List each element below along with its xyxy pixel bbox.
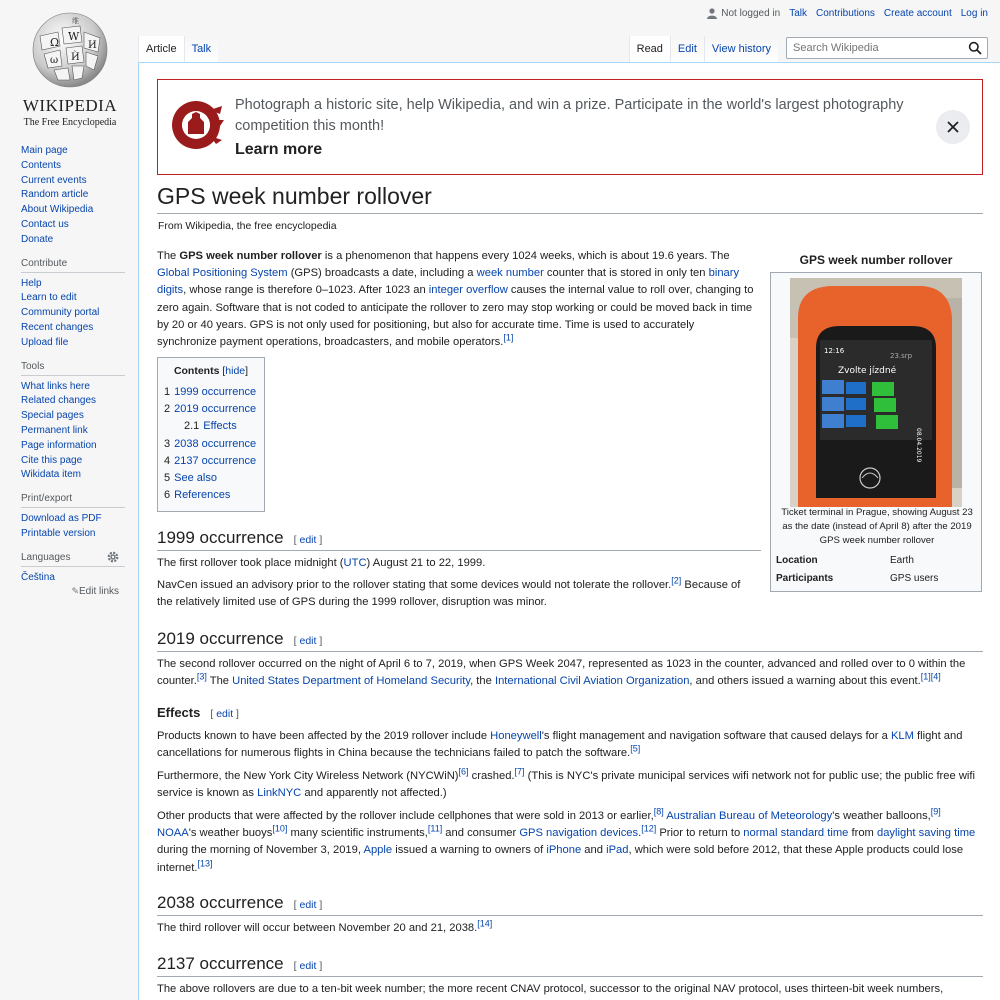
nav-random-article[interactable]: Random article: [21, 189, 89, 201]
nav-main: [21, 144, 131, 248]
nav-special-pages[interactable]: Special pages: [21, 410, 84, 422]
namespace-tabs: [138, 36, 218, 62]
section-heading-label: 2137 occurrence: [157, 954, 284, 973]
nav-contact-us[interactable]: Contact us: [21, 218, 69, 230]
paragraph-text: 's flight management and navigation software that caused delays for a: [541, 730, 891, 742]
link-integer-overflow[interactable]: integer overflow: [428, 284, 508, 297]
toc-item-number: 5: [164, 472, 171, 485]
infobox-participants-value: GPS users: [890, 573, 939, 584]
nav-community-portal[interactable]: Community portal: [21, 307, 100, 319]
citation-ref[interactable]: [14]: [477, 918, 493, 929]
site-subtitle: From Wikipedia, the free encyclopedia: [158, 220, 337, 232]
paragraph-text: Prior to return to: [656, 827, 744, 840]
wiki-loves-monuments-icon: [170, 100, 224, 150]
toc-item-label[interactable]: See also: [174, 472, 217, 485]
search-icon[interactable]: [968, 41, 982, 55]
paragraph-text: The: [206, 675, 233, 688]
nav-tools: [21, 361, 131, 484]
paragraph-text: flight and cancellations for numerous flights in China because the technicians failed to patch the software.: [157, 730, 963, 760]
nav-learn-to-edit[interactable]: Learn to edit: [21, 292, 77, 304]
toc-item-label[interactable]: 1999 occurrence: [174, 386, 257, 398]
content-area: [138, 62, 1000, 1000]
paragraph-text: The first rollover took place midnight (: [157, 557, 344, 569]
citation-ref[interactable]: [5]: [630, 743, 641, 754]
search-box: [786, 37, 988, 59]
wikipedia-globe-icon: [28, 10, 112, 88]
tools-heading: Tools: [21, 361, 125, 376]
user-contributions-link[interactable]: Contributions: [816, 8, 875, 19]
nav-related-changes[interactable]: Related changes: [21, 395, 97, 407]
toc-item[interactable]: [164, 436, 258, 453]
nav-download-pdf[interactable]: Download as PDF: [21, 513, 102, 525]
citation-ref[interactable]: [8]: [653, 806, 664, 817]
nav-wikidata-item[interactable]: Wikidata item: [21, 469, 82, 481]
nav-printable-version[interactable]: Printable version: [21, 527, 96, 539]
paragraph-text: Other products that were affected by the rollover include cellphones that were sold in 2013 or earlier,: [157, 810, 654, 822]
central-notice-banner: [157, 79, 983, 175]
nav-recent-changes[interactable]: Recent changes: [21, 321, 94, 333]
user-talk-link[interactable]: Talk: [789, 8, 807, 19]
infobox-caption: Ticket terminal in Prague, showing August 23 as the date (instead of April 8) after the 2019 GPS week number rollover: [781, 507, 973, 546]
paragraph-text: The third rollover will occur between November 20 and 21, 2038.: [157, 922, 478, 934]
nav-cite-this-page[interactable]: Cite this page: [21, 454, 83, 466]
edit-section-link[interactable]: edit: [299, 899, 317, 911]
link-week-number[interactable]: week number: [476, 267, 544, 280]
edit-section-link[interactable]: edit: [216, 708, 234, 720]
close-icon: [947, 121, 959, 133]
paragraph-text: , which were sold before 2012, that these Apple products could lose internet.: [157, 844, 964, 874]
toc-item[interactable]: [164, 470, 258, 487]
paragraph-text: , the: [470, 675, 495, 688]
not-logged-in-label: Not logged in: [721, 8, 781, 19]
intro-paragraph: [157, 248, 757, 351]
nav-permanent-link[interactable]: Permanent link: [21, 424, 88, 436]
toc-title: Contents [hide]: [173, 365, 249, 377]
nav-page-information[interactable]: Page information: [21, 439, 97, 451]
tab-article[interactable]: Article: [138, 36, 184, 62]
nav-help[interactable]: Help: [21, 277, 42, 289]
sidebar: [21, 144, 131, 607]
toc-item[interactable]: [164, 453, 258, 470]
tab-read[interactable]: Read: [629, 36, 670, 62]
citation-ref[interactable]: [10]: [272, 823, 288, 834]
nav-current-events[interactable]: Current events: [21, 174, 87, 186]
paragraph-text: The second rollover occurred on the night of April 6 to 7, 2019, when GPS Week 2047, represented as 1023 in the counter, advanced and rolled over to 0 within the counter.: [157, 658, 966, 688]
paragraph-2019: [157, 656, 983, 690]
page-title: GPS week number rollover: [157, 183, 983, 214]
citation-ref[interactable]: [11]: [427, 823, 443, 834]
login-link[interactable]: Log in: [960, 8, 988, 19]
contribute-heading: Contribute: [21, 258, 125, 273]
citation-ref[interactable]: [12]: [641, 823, 657, 834]
terminal-screen-title: Zvolte jízdné: [838, 366, 897, 376]
paragraph-text: NavCen issued an advisory prior to the rollover stating that some devices would not tolerate the rollover.: [157, 579, 672, 591]
link-global-positioning-system[interactable]: Global Positioning System: [157, 267, 288, 280]
paragraph-2038: [157, 920, 983, 937]
print-heading: Print/export: [21, 493, 125, 508]
toc-item-label[interactable]: 2137 occurrence: [174, 454, 257, 467]
link-honeywell[interactable]: Honeywell: [490, 730, 542, 742]
user-toolbar: [707, 8, 988, 19]
paragraph-effects-c: Other products that were affected by the rollover include cellphones that were sold in 2013 or earlier,[8] Australian Bureau of Meteorology's weather balloons,[9] NOAA's weather buoys[10] many scientific instruments,[11] and consumer GPS navigation devices.[12] Prior to return to normal standard time from daylight saving time during the morning of November 3, 2019, Apple issued a warning to owners of iPhone and iPad, which were sold before 2012, that these Apple products could lose internet.[13]: [157, 806, 976, 874]
intro-text: , whose range is therefore 0–1023. After 1023 an: [183, 284, 429, 297]
citation-ref[interactable]: [1]: [503, 332, 514, 343]
citation-ref[interactable]: [6]: [458, 766, 469, 777]
paragraph-text: and consumer: [442, 827, 520, 840]
user-icon: [707, 8, 717, 19]
link-australian-bureau-of-meteorology[interactable]: Australian Bureau of Meteorology: [666, 810, 833, 822]
link-dhs[interactable]: United States Department of Homeland Security: [232, 675, 471, 688]
paragraph-text: issued a warning to owners of: [392, 844, 547, 857]
terminal-screen-time: 12:16: [824, 347, 845, 355]
toc-item-number: 6: [164, 489, 171, 502]
toc-item[interactable]: [164, 487, 258, 504]
svg-text:Ѝ: Ѝ: [71, 52, 80, 63]
paragraph-text: crashed.: [468, 770, 515, 782]
nav-main-page[interactable]: Main page: [21, 145, 68, 156]
svg-text:维: 维: [72, 17, 79, 25]
view-tabs: [629, 36, 778, 62]
svg-text:ω: ω: [50, 55, 59, 66]
section-heading-effects: Effects [ edit ]: [157, 705, 239, 720]
nav-about-wikipedia[interactable]: About Wikipedia: [21, 204, 94, 216]
svg-text:W: W: [68, 30, 80, 43]
link-ipad[interactable]: iPad: [606, 844, 629, 857]
paragraph-1999-a: [157, 555, 757, 572]
intro-text: (GPS) broadcasts a date, including a: [287, 267, 477, 280]
paragraph-effects-a: [157, 728, 983, 762]
toc-title-label: Contents: [173, 365, 220, 377]
intro-text: is a phenomenon that happens every 1024 weeks, which is about 19.6 years. The: [321, 250, 730, 262]
toc-item-number: 4: [164, 454, 171, 467]
nav-donate[interactable]: Donate: [21, 233, 54, 245]
section-heading-label: 1999 occurrence: [157, 528, 284, 547]
terminal-screen-side-date: 08.04.2019: [915, 428, 922, 463]
banner-text: Photograph a historic site, help Wikipedia, and win a prize. Participate in the world's largest photography competition this month!: [235, 97, 904, 134]
infobox-participants-row: [776, 573, 976, 584]
tab-view-history[interactable]: View history: [704, 36, 778, 62]
paragraph-text: from: [848, 827, 877, 840]
toc-item[interactable]: [164, 384, 258, 401]
nav-upload-file[interactable]: Upload file: [21, 336, 69, 348]
section-heading-label: Effects: [157, 705, 201, 720]
paragraph-text: and: [581, 844, 607, 857]
paragraph-text: , and others issued a warning about this event.: [689, 675, 921, 688]
link-icao[interactable]: International Civil Aviation Organization: [494, 675, 690, 688]
banner-learn-more[interactable]: Learn more: [235, 141, 323, 158]
paragraph-text: Because of the relatively limited use of GPS during the 1999 rollover, disruption was minor.: [157, 579, 741, 609]
section-heading-label: 2038 occurrence: [157, 893, 284, 912]
tab-edit[interactable]: Edit: [670, 36, 704, 62]
edit-links-link[interactable]: Edit links: [78, 585, 119, 597]
pencil-icon: ✎: [71, 585, 79, 596]
citation-ref[interactable]: [13]: [197, 857, 213, 868]
paragraph-text: Products known to have been affected by the 2019 rollover include: [157, 730, 491, 742]
ticket-terminal-image: [790, 278, 962, 507]
toc-item-label[interactable]: 2038 occurrence: [174, 437, 257, 450]
citation-ref[interactable]: [9]: [930, 806, 941, 817]
paragraph-text: 's weather buoys: [188, 827, 273, 840]
terminal-screen-date: 23.srp: [890, 352, 913, 360]
nav-contents[interactable]: Contents: [21, 159, 62, 171]
toc-item-label[interactable]: Effects: [203, 420, 237, 433]
paragraph-text: ) August 21 to 22, 1999.: [366, 557, 486, 569]
link-linknyc[interactable]: LinkNYC: [257, 787, 302, 800]
intro-text: The: [157, 250, 180, 262]
paragraph-text: The above rollovers are due to a ten-bit week number; the more recent CNAV protocol, successor to the original NAV protocol, uses thirteen-bit week numbers,: [157, 983, 944, 995]
infobox-title: GPS week number rollover: [799, 253, 953, 267]
section-heading-2019: 2019 occurrence [ edit ]: [157, 629, 983, 652]
lang-cestina[interactable]: Čeština: [21, 571, 55, 583]
languages-heading: [21, 552, 125, 567]
paragraph-text: many scientific instruments,: [287, 827, 428, 840]
paragraph-text: and apparently not affected.): [301, 787, 447, 800]
link-daylight-saving-time[interactable]: daylight saving time: [876, 827, 976, 840]
paragraph-2137: [157, 981, 983, 998]
link-gps-navigation-devices[interactable]: GPS navigation devices: [519, 827, 639, 840]
gear-icon[interactable]: [107, 551, 119, 563]
intro-bold-title: GPS week number rollover: [179, 250, 322, 262]
link-apple[interactable]: Apple: [363, 844, 393, 857]
section-heading-label: 2019 occurrence: [157, 629, 284, 648]
nav-languages: [21, 552, 131, 597]
link-iphone[interactable]: iPhone: [546, 844, 582, 857]
paragraph-text: during the morning of November 3, 2019,: [157, 844, 364, 857]
intro-text: causes the internal value to roll over, changing to zero again. Software that is not coded to anticipate the rollover to zero may stop working or could be moved back in time by 20 or 40 years. GPS is not only used for positioning, but also for accurate time. Time is used to accurately synchronize payment operations, broadcasters, and mobile operators.: [157, 284, 754, 349]
wikipedia-wordmark: WIKIPEDIA: [22, 96, 118, 115]
nav-print: [21, 493, 131, 542]
tab-talk[interactable]: Talk: [184, 36, 219, 62]
citation-ref[interactable]: [2]: [671, 575, 682, 586]
nav-what-links-here[interactable]: What links here: [21, 380, 90, 392]
infobox-image[interactable]: [790, 278, 962, 507]
link-noaa[interactable]: NOAA: [157, 827, 189, 840]
paragraph-text: 's weather balloons,: [832, 810, 931, 822]
section-heading-2137: 2137 occurrence [ edit ]: [157, 954, 983, 977]
infobox-participants-label: Participants: [776, 573, 834, 584]
section-heading-1999: 1999 occurrence [ edit ]: [157, 528, 761, 551]
infobox-location-label: Location: [776, 555, 818, 566]
link-normal-standard-time[interactable]: normal standard time: [743, 827, 849, 840]
paragraph-1999-b: [157, 577, 757, 611]
banner-close-button[interactable]: [936, 110, 970, 144]
paragraph-effects-b: [157, 768, 983, 802]
paragraph-text: Furthermore, the New York City Wireless Network (NYCWiN): [157, 770, 459, 782]
citation-ref[interactable]: [7]: [514, 766, 525, 777]
svg-text:И: И: [88, 40, 97, 51]
link-klm[interactable]: KLM: [890, 730, 914, 742]
infobox-location-row: [776, 555, 976, 566]
intro-text: counter that is stored in only ten: [543, 267, 709, 280]
toc-item-number: 3: [164, 437, 171, 450]
citation-ref[interactable]: [3]: [196, 671, 207, 682]
toc-item-number: 1: [164, 386, 171, 398]
create-account-link[interactable]: Create account: [883, 8, 952, 19]
paragraph-text: (This is NYC's private municipal services wifi network not for public use; the public free wifi service is known as: [157, 770, 975, 800]
toc-item-number: 2: [164, 403, 171, 416]
edit-section-link[interactable]: edit: [299, 960, 317, 972]
not-logged-in: [707, 8, 780, 19]
infobox: [770, 272, 982, 592]
edit-section-link[interactable]: edit: [299, 635, 317, 647]
link-binary-digits[interactable]: binary digits: [157, 267, 740, 297]
edit-section-link[interactable]: edit: [299, 534, 317, 546]
table-of-contents: [157, 357, 265, 512]
link-utc[interactable]: UTC: [343, 557, 367, 569]
wikipedia-logo[interactable]: [18, 10, 122, 128]
search-input[interactable]: [787, 38, 957, 58]
toc-hide-toggle[interactable]: hide: [225, 365, 246, 377]
svg-text:Ω: Ω: [50, 36, 60, 49]
toc-item-label[interactable]: 2019 occurrence: [174, 403, 257, 416]
languages-heading-label: Languages: [21, 551, 71, 563]
toc-item[interactable]: [164, 401, 258, 418]
wikipedia-tagline: The Free Encyclopedia: [23, 117, 117, 128]
nav-contribute: [21, 258, 131, 351]
citation-ref[interactable]: [1][4]: [920, 671, 941, 682]
infobox-location-value: Earth: [890, 555, 914, 566]
toc-item[interactable]: [164, 418, 258, 435]
toc-item-number: 2.1: [184, 420, 200, 433]
section-heading-2038: 2038 occurrence [ edit ]: [157, 893, 983, 916]
toc-item-label[interactable]: References: [174, 489, 231, 502]
